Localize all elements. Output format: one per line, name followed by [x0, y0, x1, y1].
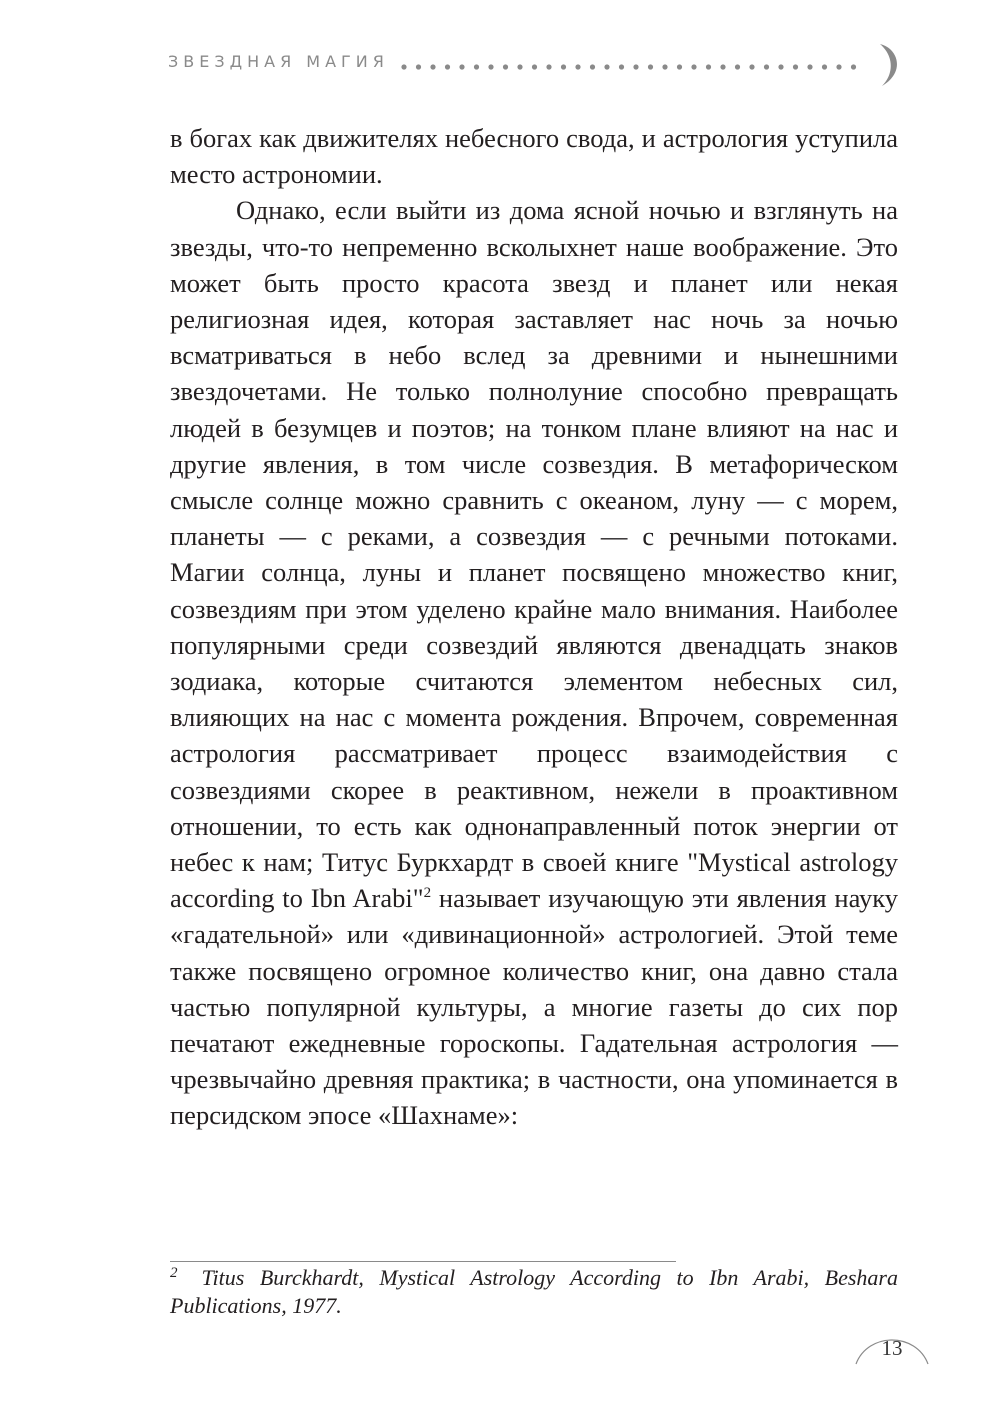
ornament-dot: [677, 64, 682, 69]
ornament-dot: [488, 64, 493, 69]
ornament-dot: [720, 64, 725, 69]
dotted-ornament: [400, 62, 870, 72]
paragraph-text: называет изучающую эти явления науку «гадательной» или «дивинационной» астрологией. Этой теме также посвящено огромное количество книг, она давно стала частью популярной культуры, а многие газеты до сих пор печатают ежедневные гороскопы. Гадательная астрология — чрезвычайно древняя практика; в частности, она упоминается в персидском эпосе «Шахнаме»:: [170, 883, 898, 1131]
ornament-dot: [851, 64, 856, 69]
ornament-dot: [430, 64, 435, 69]
ornament-dot: [735, 64, 740, 69]
ornament-dot: [401, 64, 406, 69]
ornament-dot: [459, 64, 464, 69]
ornament-dot: [793, 64, 798, 69]
main-text: [170, 120, 898, 1134]
running-header: [168, 44, 928, 94]
footnote-text: Titus Burckhardt, Mystical Astrology According to Ibn Arabi, Beshara Publications, 1977.: [170, 1265, 898, 1318]
ornament-dot: [517, 64, 522, 69]
running-title: ЗВЕЗДНАЯ МАГИЯ: [168, 52, 389, 71]
ornament-dot: [778, 64, 783, 69]
footnote-reference[interactable]: 2: [423, 885, 432, 902]
paragraph: [170, 192, 898, 1133]
ornament-dot: [416, 64, 421, 69]
ornament-dot: [691, 64, 696, 69]
footnote-divider: [170, 1261, 676, 1262]
ornament-dot: [662, 64, 667, 69]
ornament-dot: [619, 64, 624, 69]
ornament-dot: [706, 64, 711, 69]
ornament-dot: [503, 64, 508, 69]
ornament-dot: [561, 64, 566, 69]
paragraph-text: Однако, если выйти из дома ясной ночью и взглянуть на звезды, что-то непременно всколыхнет наше воображение. Это может быть просто красота звезд и планет или некая религиозная идея, которая заставляет нас ночь за ночью всматриваться в небо вслед за древними и нынешними звездочетами. Не только полнолуние способно превращать людей в безумцев и поэтов; на тонком плане влияют на нас и другие явления, в том числе созвездия. В метафорическом смысле солнце можно сравнить с океаном, луну — с морем, планеты — с реками, а созвездия — с речными потоками. Магии солнца, луны и планет посвящено множество книг, созвездиям при этом уделено крайне мало внимания. Наиболее популярными среди созвездий являются двенадцать знаков зодиака, которые считаются элементом небесных сил, влияющих на нас с момента рождения. Впрочем, современная астрология рассматривает процесс взаимодействия с созвездиями скорее в реактивном, нежели в проактивном отношении, то есть как однонаправленный поток энергии от небес к нам; Титус Буркхардт в своей книге "Mystical astrology according to Ibn Arabi": [170, 195, 898, 914]
crescent-moon-icon: [876, 42, 904, 88]
ornament-dot: [575, 64, 580, 69]
ornament-dot: [836, 64, 841, 69]
ornament-dot: [546, 64, 551, 69]
paragraph: в богах как движителях небесного свода, и астрология уступила место астрономии.: [170, 123, 898, 190]
page-number-badge: [852, 1326, 932, 1366]
ornament-dot: [532, 64, 537, 69]
footnote: [170, 1264, 898, 1320]
ornament-dot: [822, 64, 827, 69]
ornament-dot: [604, 64, 609, 69]
footnote-number: 2: [170, 1264, 178, 1281]
ornament-dot: [445, 64, 450, 69]
ornament-dot: [764, 64, 769, 69]
ornament-dot: [648, 64, 653, 69]
page-number: 13: [881, 1336, 903, 1360]
ornament-dot: [807, 64, 812, 69]
ornament-dot: [633, 64, 638, 69]
ornament-dot: [474, 64, 479, 69]
ornament-dot: [590, 64, 595, 69]
ornament-dot: [749, 64, 754, 69]
